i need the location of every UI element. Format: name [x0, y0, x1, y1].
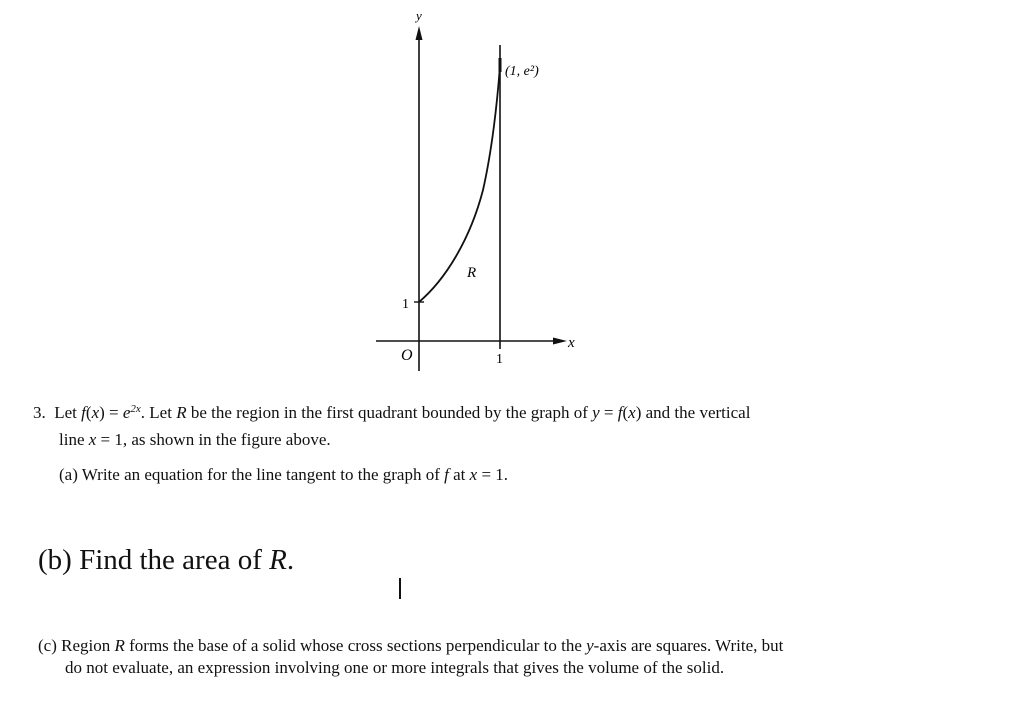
- question-part-c-line1: (c) Region R forms the base of a solid whose cross sections perpendicular to the y-axis are squares. Write, but: [38, 636, 784, 655]
- question-part-c-line2: do not evaluate, an expression involving one or more integrals that gives the volume of the solid.: [65, 658, 725, 677]
- x-axis-label: x: [568, 335, 575, 351]
- question-intro-line1: 3. Let $f(x) = e^{2x}$. Let R be the region in the first quadrant bounded by the graph of y = f(x) and the vertical: [33, 403, 751, 422]
- x-tick-label-1: 1: [496, 352, 503, 367]
- text-cursor[interactable]: [399, 578, 401, 599]
- question-part-a: (a) Write an equation for the line tangent to the graph of f at x = 1.: [59, 465, 509, 484]
- question-number: 3.: [33, 403, 46, 422]
- y-axis-label: y: [416, 8, 422, 23]
- question-part-b: (b) Find the area of R.: [38, 544, 295, 576]
- x-axis-arrow: [553, 338, 567, 345]
- y-axis-arrow: [416, 26, 423, 40]
- curve-f: [419, 66, 500, 302]
- question-intro-line2: line x = 1, as shown in the figure above.: [59, 430, 331, 449]
- y-tick-label-1: 1: [402, 297, 409, 312]
- origin-label: O: [401, 347, 413, 364]
- region-label: R: [467, 265, 477, 281]
- point-label: (1, e²): [505, 64, 539, 79]
